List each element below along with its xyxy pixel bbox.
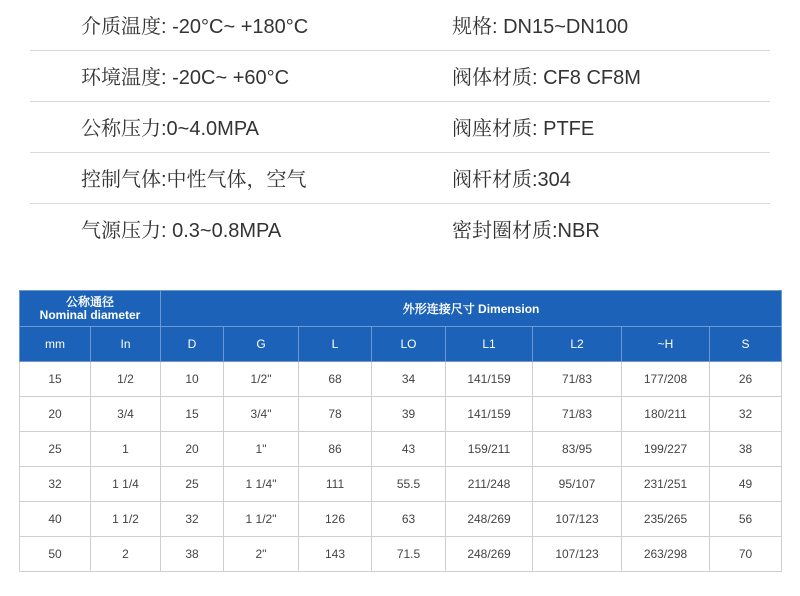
spec-control-gas: 控制气体:中性气体，空气	[81, 169, 307, 191]
table-cell: 2	[91, 537, 161, 572]
table-cell: 71/83	[533, 397, 622, 432]
spec-row	[30, 102, 770, 153]
table-cell: 56	[710, 502, 782, 537]
table-cell: 107/123	[533, 502, 622, 537]
column-header: mm	[20, 327, 91, 362]
spec-body-material: 阀体材质: CF8 CF8M	[452, 67, 641, 89]
table-cell: 3/4"	[224, 397, 299, 432]
spec-row	[30, 51, 770, 102]
table-cell: 143	[299, 537, 372, 572]
table-cell: 43	[372, 432, 446, 467]
table-cell: 1/2"	[224, 362, 299, 397]
table-cell: 1/2	[91, 362, 161, 397]
table-cell: 10	[161, 362, 224, 397]
table-cell: 180/211	[622, 397, 710, 432]
table-row	[20, 397, 782, 432]
spec-row	[30, 153, 770, 204]
table-cell: 38	[161, 537, 224, 572]
table-cell: 25	[20, 432, 91, 467]
table-row	[20, 467, 782, 502]
table-cell: 55.5	[372, 467, 446, 502]
spec-size: 规格: DN15~DN100	[452, 16, 629, 38]
spec-seal-material: 密封圈材质:NBR	[452, 220, 600, 242]
column-header: D	[161, 327, 224, 362]
column-header: L	[299, 327, 372, 362]
table-cell: 15	[161, 397, 224, 432]
table-cell: 34	[372, 362, 446, 397]
spec-medium-temperature: 介质温度: -20°C~ +180°C	[81, 16, 309, 38]
header-nominal-diameter-cn: 公称通径	[66, 294, 115, 309]
spec-air-pressure: 气源压力: 0.3~0.8MPA	[81, 220, 282, 242]
table-cell: 63	[372, 502, 446, 537]
table-cell: 32	[710, 397, 782, 432]
table-cell: 107/123	[533, 537, 622, 572]
column-header: S	[710, 327, 782, 362]
column-header: LO	[372, 327, 446, 362]
table-cell: 248/269	[446, 537, 533, 572]
table-cell: 15	[20, 362, 91, 397]
spec-row	[30, 0, 770, 51]
table-cell: 20	[20, 397, 91, 432]
table-cell: 248/269	[446, 502, 533, 537]
table-cell: 111	[299, 467, 372, 502]
spec-nominal-pressure: 公称压力:0~4.0MPA	[81, 118, 260, 140]
table-cell: 1 1/2	[91, 502, 161, 537]
header-nominal-diameter-en: Nominal diameter	[39, 307, 141, 322]
table-cell: 78	[299, 397, 372, 432]
table-cell: 235/265	[622, 502, 710, 537]
table-cell: 1	[91, 432, 161, 467]
table-cell: 126	[299, 502, 372, 537]
table-row	[20, 502, 782, 537]
table-row	[20, 432, 782, 467]
spec-row	[30, 204, 770, 254]
table-cell: 199/227	[622, 432, 710, 467]
table-cell: 68	[299, 362, 372, 397]
table-cell: 38	[710, 432, 782, 467]
spec-stem-material: 阀杆材质:304	[452, 169, 571, 191]
dimension-table	[19, 290, 782, 572]
table-cell: 1 1/2"	[224, 502, 299, 537]
table-cell: 83/95	[533, 432, 622, 467]
column-header: L1	[446, 327, 533, 362]
table-cell: 32	[161, 502, 224, 537]
table-cell: 2"	[224, 537, 299, 572]
table-cell: 20	[161, 432, 224, 467]
table-row	[20, 362, 782, 397]
table-cell: 25	[161, 467, 224, 502]
table-cell: 71.5	[372, 537, 446, 572]
table-cell: 32	[20, 467, 91, 502]
table-cell: 95/107	[533, 467, 622, 502]
table-cell: 26	[710, 362, 782, 397]
table-cell: 49	[710, 467, 782, 502]
table-cell: 1 1/4"	[224, 467, 299, 502]
table-cell: 1"	[224, 432, 299, 467]
table-cell: 86	[299, 432, 372, 467]
table-cell: 39	[372, 397, 446, 432]
column-header: ~H	[622, 327, 710, 362]
spec-seat-material: 阀座材质: PTFE	[452, 118, 595, 140]
table-cell: 3/4	[91, 397, 161, 432]
column-header: L2	[533, 327, 622, 362]
table-row	[20, 537, 782, 572]
spec-ambient-temperature: 环境温度: -20C~ +60°C	[81, 67, 290, 89]
table-cell: 71/83	[533, 362, 622, 397]
column-header: G	[224, 327, 299, 362]
table-body	[20, 362, 782, 572]
header-dimension: 外形连接尺寸 Dimension	[161, 291, 782, 327]
table-cell: 231/251	[622, 467, 710, 502]
table-cell: 141/159	[446, 362, 533, 397]
table-cell: 50	[20, 537, 91, 572]
column-header: In	[91, 327, 161, 362]
table-cell: 177/208	[622, 362, 710, 397]
table-cell: 141/159	[446, 397, 533, 432]
header-nominal-diameter	[20, 291, 161, 327]
table-cell: 211/248	[446, 467, 533, 502]
spec-list	[30, 0, 770, 254]
table-cell: 70	[710, 537, 782, 572]
table-cell: 40	[20, 502, 91, 537]
table-cell: 159/211	[446, 432, 533, 467]
table-cell: 263/298	[622, 537, 710, 572]
table-cell: 1 1/4	[91, 467, 161, 502]
dimension-table-wrapper	[19, 290, 781, 572]
